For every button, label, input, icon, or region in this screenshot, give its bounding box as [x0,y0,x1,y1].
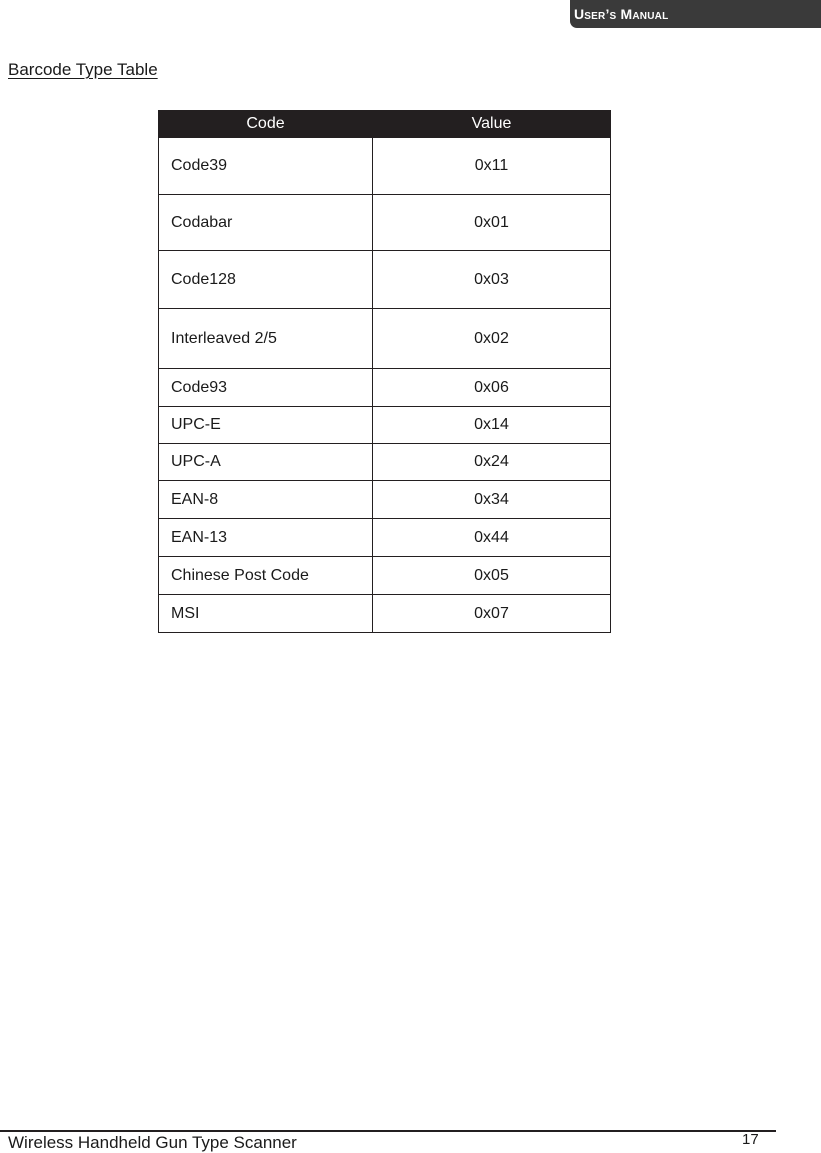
table-row [159,309,611,369]
code-cell: Code128 [159,251,373,309]
barcode-type-table [158,110,611,633]
section-title: Barcode Type Table [8,60,158,79]
value-cell: 0x01 [373,195,611,251]
table-row [159,519,611,557]
table-row [159,251,611,309]
table-header-row [159,111,611,138]
table-row [159,195,611,251]
code-cell: Code39 [159,138,373,195]
value-cell: 0x11 [373,138,611,195]
table-row [159,444,611,481]
table-row [159,138,611,195]
value-cell: 0x07 [373,595,611,633]
code-cell: Chinese Post Code [159,557,373,595]
value-cell: 0x03 [373,251,611,309]
value-cell: 0x02 [373,309,611,369]
value-cell: 0x05 [373,557,611,595]
value-cell: 0x44 [373,519,611,557]
table-row [159,595,611,633]
value-cell: 0x14 [373,407,611,444]
table-row [159,481,611,519]
code-cell: EAN-8 [159,481,373,519]
page-number: 17 [742,1131,759,1148]
manual-header-label: User’s Manual [574,6,669,22]
code-cell: MSI [159,595,373,633]
code-cell: Codabar [159,195,373,251]
table-row [159,407,611,444]
table-row [159,369,611,407]
table-row [159,557,611,595]
value-cell: 0x06 [373,369,611,407]
value-cell: 0x34 [373,481,611,519]
value-cell: 0x24 [373,444,611,481]
code-cell: UPC-A [159,444,373,481]
footer-divider [0,1130,776,1132]
column-header-value: Value [373,111,611,138]
manual-header-tab [570,0,821,28]
code-cell: Code93 [159,369,373,407]
column-header-code: Code [159,111,373,138]
code-cell: Interleaved 2/5 [159,309,373,369]
footer-product-name: Wireless Handheld Gun Type Scanner [8,1133,297,1152]
code-cell: UPC-E [159,407,373,444]
code-cell: EAN-13 [159,519,373,557]
